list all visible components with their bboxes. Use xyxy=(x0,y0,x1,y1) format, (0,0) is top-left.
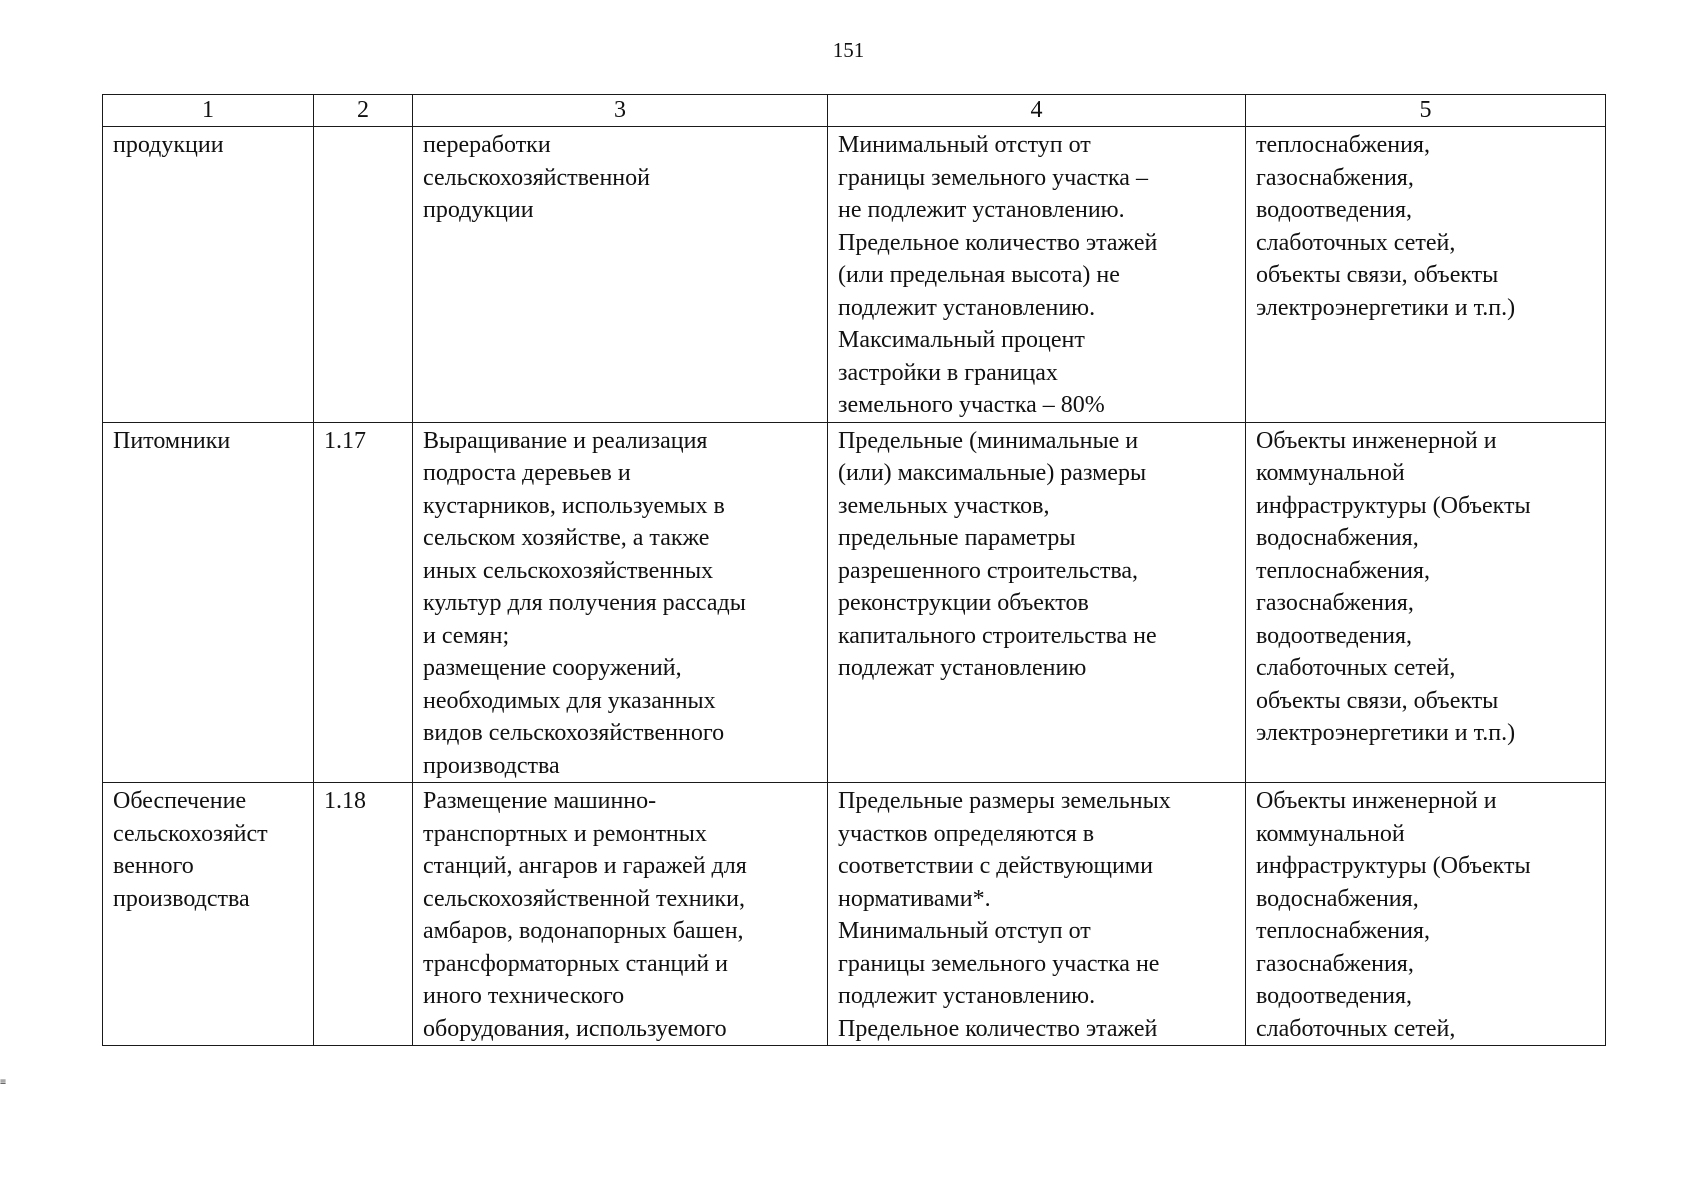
column-header: 4 xyxy=(828,95,1246,127)
use-type-name: продукции xyxy=(103,127,314,423)
use-type-code xyxy=(314,127,413,423)
table-row xyxy=(103,783,1606,1046)
use-type-description: Размещение машинно- транспортных и ремонтных станций, ангаров и гаражей для сельскохозяйственной техники, амбаров, водонапорных башен, трансформаторных станций и иного технического оборудования, используемого xyxy=(413,783,828,1046)
column-header: 1 xyxy=(103,95,314,127)
building-parameters: Минимальный отступ от границы земельного участка – не подлежит установлению. Предельное количество этажей (или предельная высота) не подлежит установлению. Максимальный процент застройки в границах земельного участка – 80% xyxy=(828,127,1246,423)
use-type-name: Обеспечение сельскохозяйст венного производства xyxy=(103,783,314,1046)
use-type-name: Питомники xyxy=(103,422,314,783)
auxiliary-objects: Объекты инженерной и коммунальной инфраструктуры (Объекты водоснабжения, теплоснабжения, газоснабжения, водоотведения, слаботочных сетей, xyxy=(1246,783,1606,1046)
auxiliary-objects: Объекты инженерной и коммунальной инфраструктуры (Объекты водоснабжения, теплоснабжения, газоснабжения, водоотведения, слаботочных сетей, объекты связи, объекты электроэнергетики и т.п.) xyxy=(1246,422,1606,783)
building-parameters: Предельные размеры земельных участков определяются в соответствии с действующими нормативами*. Минимальный отступ от границы земельного участка не подлежит установлению. Предельное количество этажей xyxy=(828,783,1246,1046)
use-type-description: переработки сельскохозяйственной продукции xyxy=(413,127,828,423)
use-type-description: Выращивание и реализация подроста деревьев и кустарников, используемых в сельском хозяйстве, а также иных сельскохозяйственных культур для получения рассады и семян; размещение сооружений, необходимых для указанных видов сельскохозяйственного производства xyxy=(413,422,828,783)
table-row xyxy=(103,127,1606,423)
auxiliary-objects: теплоснабжения, газоснабжения, водоотведения, слаботочных сетей, объекты связи, объекты электроэнергетики и т.п.) xyxy=(1246,127,1606,423)
regulations-table xyxy=(102,94,1606,1046)
column-header: 2 xyxy=(314,95,413,127)
page-number: 151 xyxy=(832,38,865,62)
building-parameters: Предельные (минимальные и (или) максимальные) размеры земельных участков, предельные параметры разрешенного строительства, реконструкции объектов капитального строительства не подлежат установлению xyxy=(828,422,1246,783)
table-header-row xyxy=(103,95,1606,127)
column-header: 5 xyxy=(1246,95,1606,127)
use-type-code: 1.18 xyxy=(314,783,413,1046)
scan-edge-mark: ≡ xyxy=(0,1077,7,1088)
column-header: 3 xyxy=(413,95,828,127)
table-row xyxy=(103,422,1606,783)
use-type-code: 1.17 xyxy=(314,422,413,783)
